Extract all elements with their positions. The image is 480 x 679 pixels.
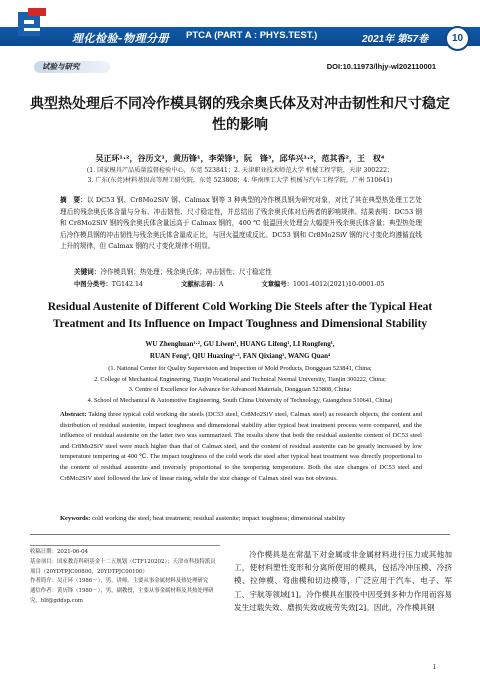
section-divider <box>30 534 450 535</box>
footnote-item: 作者简介：吴正环（1986－），男，讲师，主要从事金属材料及热处理研究 <box>30 578 209 585</box>
abstract-cn-text: 以 DC53 钢、Cr8Mo2SiV 钢、Calmax 钢等 3 种典型的冷作模具钢为研究对象，对比了其在典型热处理工艺处理后的残余奥氏体含量与分布、冲击韧性、尺寸稳定性，并总结出了残余奥氏体对后两者的影响规律。结果表明：DC53 钢和 Cr8Mo2SiV 钢的残余奥氏体含量远高于 Calmax 钢的，400 ℃ 低温回火处理会大幅提升残余奥氏体含量；典型热处理后冷作模具钢的冲击韧性与残余奥氏体含量成正比，与回火温度成反比。DC53 钢和 Cr8Mo2SiV 钢的尺寸变化均遵循直线上升的规律，但 Calmax 钢的尺寸变化规律不明显。 <box>60 196 422 250</box>
page-number: 1 <box>432 663 436 671</box>
affiliation-line: (1. 国家模具产品质量监督检验中心，东莞 523841；2. 天津职业技术师范大学 机械工程学院，天津 300222； <box>86 167 394 174</box>
affiliation-line: (1. National Center for Quality Supervision and Inspection of Mold Products, Dongguan 523841, China; <box>108 365 372 372</box>
abstract-en-label: Abstract: <box>60 411 87 418</box>
abstract-cn <box>60 195 422 253</box>
keywords-en-text: cold working die steel; heat treatment; residual austenite; impact toughness; dimensional stability <box>91 515 346 522</box>
body-intro-paragraph: 冷作模具是在常温下对金属或非金属材料进行压力或其他加工，使材料塑性变形和分离所使用的模具，包括冷冲压模、冷挤模、拉伸模、弯曲模和切边模等，广泛应用于汽车、电子、军工、宇航等领域[1]。冷作模具在服役中因受到多种力作用而容易发生过载失效、磨损失效或疲劳失效[2]。因此，冷作模具钢 <box>234 550 452 612</box>
year-volume: 2021年 第57卷 <box>362 34 429 45</box>
keywords-cn-label: 关键词： <box>74 268 101 276</box>
paper-title-cn: 典型热处理后不同冷作模具钢的残余奥氏体及对冲击韧性和尺寸稳定性的影响 <box>30 96 450 133</box>
abstract-cn-label: 摘 要： <box>60 196 87 204</box>
classification-line <box>74 279 424 288</box>
keywords-cn <box>74 266 424 276</box>
paper-title-en: Residual Austenite of Different Cold Working Die Steels after the Typical Heat Treatment and Its Influence on Impact Toughness and Dimensional Stability <box>47 301 433 330</box>
authors-en <box>30 338 450 362</box>
doc-code-label: 文献标志码： <box>181 281 219 288</box>
journal-logo-icon <box>14 6 50 46</box>
affiliation-line: 4. School of Mechanical & Automotive Engineering, South China University of Technology, Guangzhou 510641, China) <box>87 396 393 404</box>
authors-en-line: RUAN Feng³, QIU Huaxing¹·², FAN Qixiang², WANG Quan⁴ <box>149 352 331 360</box>
affiliation-line: 3. 广东(东莞)材料基因高等理工研究院，东莞 523808；4. 华南理工大学 机械与汽车工程学院，广州 510641) <box>87 177 393 184</box>
issue-number: 10 <box>445 26 470 51</box>
footnote-divider <box>30 545 220 546</box>
footnote-item: 通信作者：黄历锋（1980－），男，副教授，主要从事金属材料及其热处理研究，hlf@gddsp.com <box>30 588 214 604</box>
authors-en-line: WU Zhenghuan¹·², GU Liwen¹, HUANG Lifeng¹, LI Rongfeng¹, <box>145 340 335 348</box>
article-no-value: 1001-4012(2021)10-0001-05 <box>292 281 385 288</box>
journal-header <box>0 0 480 54</box>
keywords-en-label: Keywords: <box>60 515 91 522</box>
footnote-item: 基金项目：国家教育科研基金十二五规划（CTF120202）；天津市科技特派员项目（20YDTPJC00800，20YDTPJC00100） <box>30 558 216 575</box>
doc-code-value: A <box>218 281 224 288</box>
journal-name-en: PTCA (PART A : PHYS.TEST.) <box>186 30 318 41</box>
journal-name-cn: 理化检验-物理分册 <box>72 32 170 45</box>
affiliations-cn <box>60 166 420 186</box>
authors-cn: 吴正环¹·²，谷历文¹，黄历锋¹，李荣锋¹，阮 锋³，邱华兴¹·²，范其香²，王 权⁴ <box>95 154 385 163</box>
abstract-en <box>60 410 422 484</box>
keywords-cn-text: 冷作模具钢；热处理；残余奥氏体；冲击韧性；尺寸稳定性 <box>100 268 272 276</box>
column-tag: 试验与研究 <box>34 61 110 73</box>
footnotes <box>30 548 220 607</box>
affiliation-line: 3. Centre of Excellence for Advance for Advanced Materials, Dongguan 523808, China; <box>128 386 352 393</box>
keywords-en <box>60 515 440 522</box>
footnote-item: 收稿日期：2021-06-04 <box>30 549 89 555</box>
article-no-label: 文章编号： <box>261 281 293 288</box>
clc-label: 中图分类号： <box>74 281 112 288</box>
abstract-en-text: Taking three typical cold working die steels (DC53 steel, Cr8Mo2SiV steel, Calmax steel) as research objects, the content and distribution of residual austenite, impact toughness and dimensional stability after typical heat treatment process were compared, and the influence of residual austenite on the latter two was summarized. The results show that both the residual austenite content of DC53 steel and Cr8Mo2SiV steel were much higher than that of Calmax steel, and the content of residual austenite can be greatly increased by low temperature tempering at 400 ℃. The impact toughness of the cold work die steel after typical heat treatment was directly proportional to the content of residual austenite and inversely proportional to the tempering temperature. Both the size changes of DC53 steel and Cr8Mo2SiV steel followed the law of linear rising, while the size change of Calmax steel was not obvious. <box>60 411 422 482</box>
affiliations-en <box>40 364 440 406</box>
affiliation-line: 2. College of Mechanical Engineering, Tianjin Vocational and Technical Normal University, Tianjin 300222, China; <box>94 375 386 383</box>
clc-value: TG142.14 <box>111 281 144 288</box>
doi: DOI:10.11973/lhjy-wl202110001 <box>326 62 436 71</box>
